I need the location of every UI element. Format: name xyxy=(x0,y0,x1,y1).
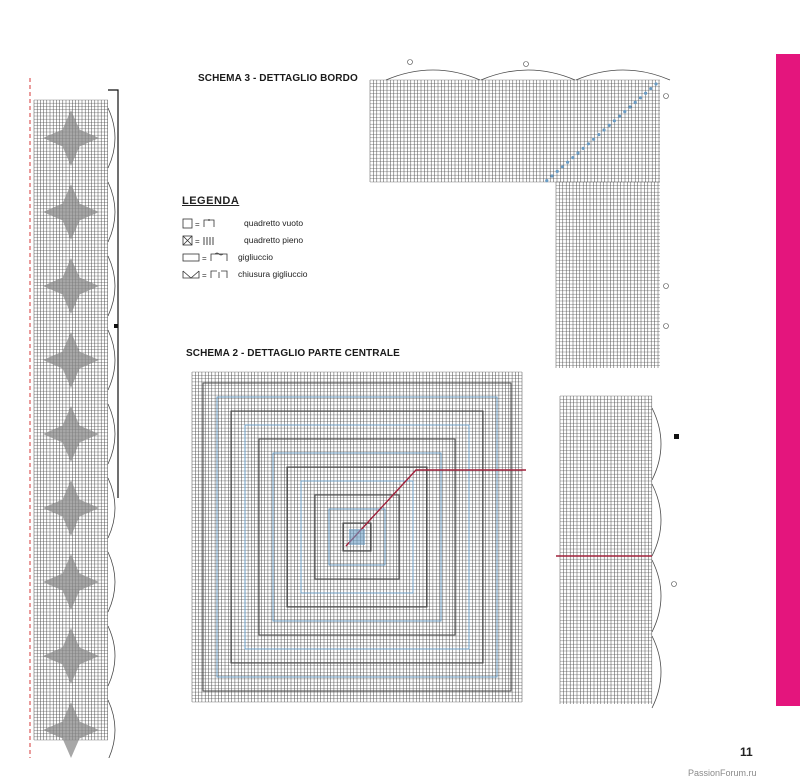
legend-item xyxy=(182,234,352,246)
diagonal-marker xyxy=(576,151,579,154)
repeat-bracket xyxy=(108,90,118,498)
start-marker-icon xyxy=(664,284,669,289)
legend-label: quadretto vuoto xyxy=(244,218,304,228)
scallop xyxy=(386,70,480,80)
diagonal-marker xyxy=(639,96,642,99)
right-border-strip-chart xyxy=(556,388,686,710)
accent-side-bar xyxy=(776,54,800,706)
schema3-corner-chart xyxy=(366,54,686,374)
left-border-strip-chart xyxy=(26,78,126,758)
marker-square xyxy=(674,434,679,439)
scallop xyxy=(652,636,661,708)
filled-square-icon xyxy=(182,234,234,246)
legend xyxy=(182,195,352,280)
legend-label: quadretto pieno xyxy=(244,235,304,245)
schema3-title: SCHEMA 3 - DETTAGLIO BORDO xyxy=(198,73,358,84)
diagonal-marker xyxy=(644,92,647,95)
diagonal-marker xyxy=(550,174,553,177)
scallop xyxy=(652,408,661,480)
page-number: 11 xyxy=(740,745,753,759)
start-marker-icon xyxy=(408,60,413,65)
diagonal-marker xyxy=(654,82,657,85)
legend-item xyxy=(182,268,352,280)
diagonal-marker xyxy=(587,142,590,145)
diagonal-marker xyxy=(634,101,637,104)
legend-item xyxy=(182,251,352,263)
lacet-closure-icon xyxy=(182,268,234,280)
legend-label: gigliuccio xyxy=(238,252,273,262)
start-marker-icon xyxy=(664,324,669,329)
diagonal-marker xyxy=(561,165,564,168)
diagonal-marker xyxy=(597,133,600,136)
diagonal-marker xyxy=(582,147,585,150)
legend-label: chiusura gigliuccio xyxy=(238,269,308,279)
diagonal-marker xyxy=(649,87,652,90)
scallop xyxy=(576,70,670,80)
diagonal-marker xyxy=(602,128,605,131)
corner-top-grid xyxy=(370,80,660,182)
svg-text:=: = xyxy=(202,254,207,263)
svg-text:=: = xyxy=(202,271,207,280)
diagonal-marker xyxy=(613,119,616,122)
right-strip-grid xyxy=(560,396,652,704)
diagonal-marker xyxy=(618,115,621,118)
watermark: PassionForum.ru xyxy=(688,768,757,778)
center-motif xyxy=(349,529,365,545)
diagonal-marker xyxy=(571,156,574,159)
diagonal-marker xyxy=(592,138,595,141)
diagonal-marker xyxy=(545,179,548,182)
start-marker-icon xyxy=(524,62,529,67)
start-marker-icon xyxy=(664,94,669,99)
marker-square xyxy=(114,324,118,328)
legend-title: LEGENDA xyxy=(182,195,240,207)
svg-text:=: = xyxy=(195,220,200,229)
scallop xyxy=(652,484,661,556)
schema2-center-chart xyxy=(186,366,530,710)
diagonal-marker xyxy=(556,170,559,173)
diagonal-marker xyxy=(628,105,631,108)
scallop xyxy=(652,560,661,632)
legend-item xyxy=(182,217,352,229)
open-square-icon xyxy=(182,217,234,229)
corner-side-grid xyxy=(556,182,660,368)
diagonal-marker xyxy=(566,161,569,164)
scallop xyxy=(481,70,575,80)
diagonal-marker xyxy=(608,124,611,127)
schema2-title: SCHEMA 2 - DETTAGLIO PARTE CENTRALE xyxy=(186,348,400,359)
start-marker-icon xyxy=(672,582,677,587)
diagonal-marker xyxy=(623,110,626,113)
lacet-icon xyxy=(182,251,234,263)
svg-text:=: = xyxy=(195,237,200,246)
